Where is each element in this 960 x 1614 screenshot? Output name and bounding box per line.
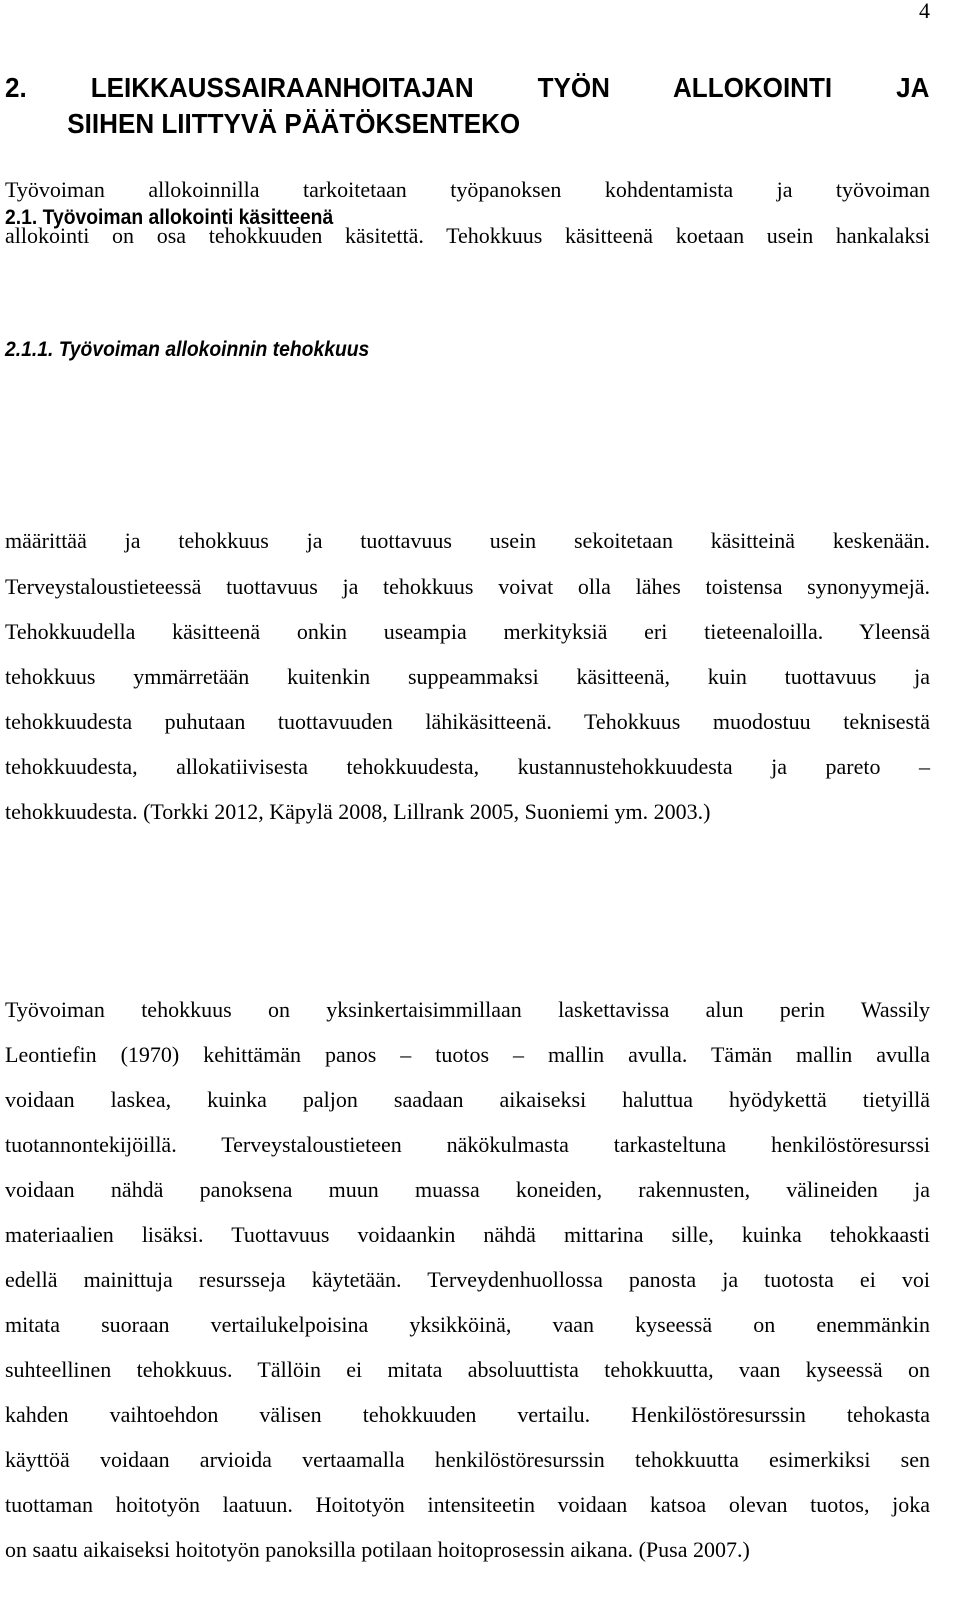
chapter-heading-line-1: 2. LEIKKAUSSAIRAANHOITAJAN TYÖN ALLOKOINTI JA	[5, 72, 930, 103]
text-line: Työvoiman allokoinnilla tarkoitetaan työpanoksen kohdentamista ja työvoiman	[5, 177, 930, 202]
chapter-heading	[5, 70, 930, 142]
text-line: allokointi on osa tehokkuuden käsitettä. Tehokkuus käsitteenä koetaan usein hankalaksi	[5, 223, 930, 248]
page-number: 4	[919, 0, 930, 23]
text-line: määrittää ja tehokkuus ja tuottavuus usein sekoitetaan käsitteinä keskenään.	[5, 528, 930, 553]
text-line: tehokkuudesta puhutaan tuottavuuden lähikäsitteenä. Tehokkuus muodostuu teknisestä	[5, 709, 930, 734]
text-line: voidaan laskea, kuinka paljon saadaan aikaiseksi haluttua hyödykettä tietyillä	[5, 1087, 930, 1112]
text-line: kahden vaihtoehdon välisen tehokkuuden vertailu. Henkilöstöresurssin tehokasta	[5, 1402, 930, 1427]
subsection-heading: 2.1.1. Työvoiman allokoinnin tehokkuus	[5, 338, 370, 361]
chapter-heading-line-2: SIIHEN LIITTYVÄ PÄÄTÖKSENTEKO	[67, 108, 521, 139]
text-line: Työvoiman tehokkuus on yksinkertaisimmillaan laskettavissa alun perin Wassily	[5, 997, 930, 1022]
text-line: on saatu aikaiseksi hoitotyön panoksilla potilaan hoitoprosessin aikana. (Pusa 2007.)	[5, 1537, 750, 1562]
text-line: mitata suoraan vertailukelpoisina yksikköinä, vaan kyseessä on enemmänkin	[5, 1312, 930, 1337]
text-line: Terveystaloustieteessä tuottavuus ja tehokkuus voivat olla lähes toistensa synonyymejä.	[5, 574, 930, 599]
text-line: tehokkuudesta. (Torkki 2012, Käpylä 2008, Lillrank 2005, Suoniemi ym. 2003.)	[5, 799, 711, 824]
text-line: tuottaman hoitotyön laatuun. Hoitotyön intensiteetin voidaan katsoa olevan tuotos, joka	[5, 1492, 930, 1517]
text-line: materiaalien lisäksi. Tuottavuus voidaankin nähdä mittarina sille, kuinka tehokkaasti	[5, 1222, 930, 1247]
text-line: edellä mainittuja resursseja käytetään. Terveydenhuollossa panosta ja tuotosta ei voi	[5, 1267, 930, 1292]
text-line: tehokkuus ymmärretään kuitenkin suppeammaksi käsitteenä, kuin tuottavuus ja	[5, 664, 930, 689]
text-line: voidaan nähdä panoksena muun muassa koneiden, rakennusten, välineiden ja	[5, 1177, 930, 1202]
text-line: tehokkuudesta, allokatiivisesta tehokkuudesta, kustannustehokkuudesta ja pareto –	[5, 754, 930, 779]
text-line: suhteellinen tehokkuus. Tällöin ei mitata absoluuttista tehokkuutta, vaan kyseessä on	[5, 1357, 930, 1382]
text-line: Tehokkuudella käsitteenä onkin useampia merkityksiä eri tieteenaloilla. Yleensä	[5, 619, 930, 644]
text-line: käyttöä voidaan arvioida vertaamalla henkilöstöresurssin tehokkuutta esimerkiksi sen	[5, 1447, 930, 1472]
text-line: Leontiefin (1970) kehittämän panos – tuotos – mallin avulla. Tämän mallin avulla	[5, 1042, 930, 1067]
text-line: tuotannontekijöillä. Terveystaloustieteen näkökulmasta tarkasteltuna henkilöstöresurssi	[5, 1132, 930, 1157]
section-heading: 2.1. Työvoiman allokointi käsitteenä	[5, 206, 334, 229]
